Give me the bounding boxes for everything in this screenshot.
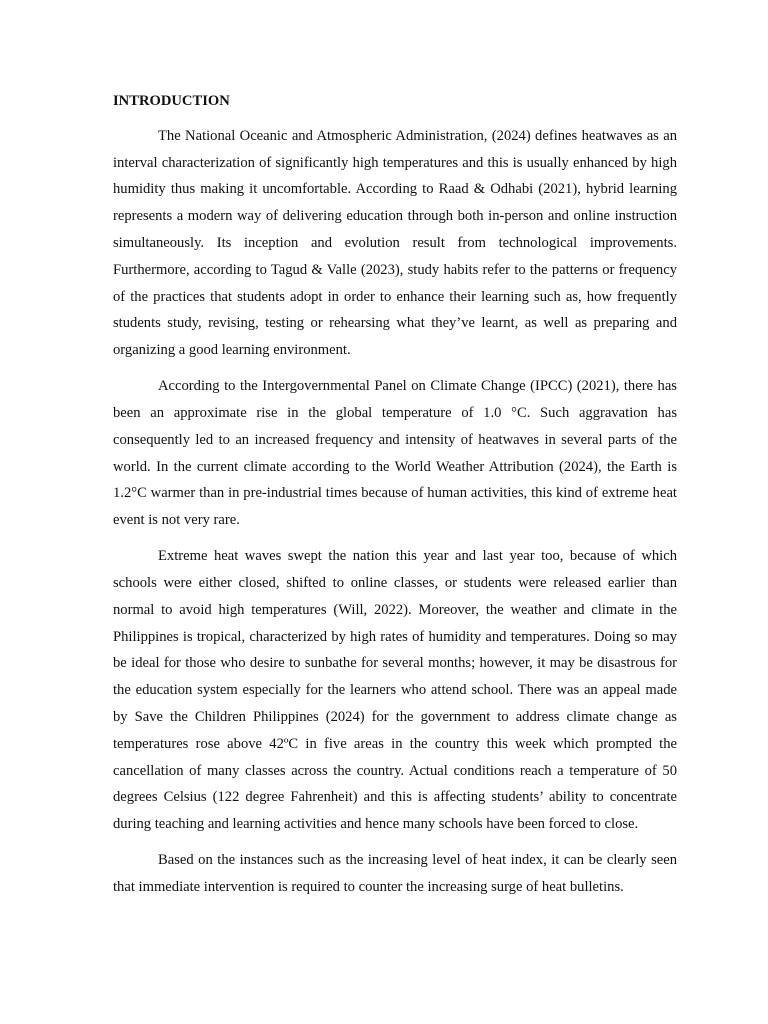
paragraph-ipcc-temperature: According to the Intergovernmental Panel on Climate Change (IPCC) (2021), there has been an approximate rise in the global temperature of 1.0 °C. Such aggravation has consequently led to an increased frequency and intensity of heatwaves in several parts of the world. In the current climate according to the World Weather Attribution (2024), the Earth is 1.2°C warmer than in pre-industrial times because of human activities, this kind of extreme heat event is not very rare.: [113, 378, 677, 529]
document-body: [113, 88, 677, 910]
paragraph-philippines-heatwaves: Extreme heat waves swept the nation this year and last year too, because of which schools were either closed, shifted to online classes, or students were released earlier than normal to avoid high temperatures (Will, 2022). Moreover, the weather and climate in the Philippines is tropical, characterized by high rates of humidity and temperatures. Doing so may be ideal for those who desire to sunbathe for several months; however, it may be disastrous for the education system especially for the learners who attend school. There was an appeal made by Save the Children Philippines (2024) for the government to address climate change as temperatures rose above 42ºC in five areas in the country this week which prompted the cancellation of many classes across the country. Actual conditions reach a temperature of 50 degrees Celsius (122 degree Fahrenheit) and this is affecting students’ ability to concentrate during teaching and learning activities and hence many schools have been forced to close.: [113, 548, 677, 833]
paragraph-heatwave-definition: The National Oceanic and Atmospheric Administration, (2024) defines heatwaves as an interval characterization of significantly high temperatures and this is usually enhanced by high humidity thus making it uncomfortable. According to Raad & Odhabi (2021), hybrid learning represents a modern way of delivering education through both in-person and online instruction simultaneously. Its inception and evolution result from technological improvements. Furthermore, according to Tagud & Valle (2023), study habits refer to the patterns or frequency of the practices that students adopt in order to enhance their learning such as, how frequently students study, revising, testing or rehearsing what they’ve learnt, as well as preparing and organizing a good learning environment.: [113, 127, 677, 359]
section-heading: INTRODUCTION: [113, 93, 230, 109]
paragraph-heat-index: Based on the instances such as the increasing level of heat index, it can be clearly seen that immediate intervention is required to counter the increasing surge of heat bulletins.: [113, 852, 677, 895]
